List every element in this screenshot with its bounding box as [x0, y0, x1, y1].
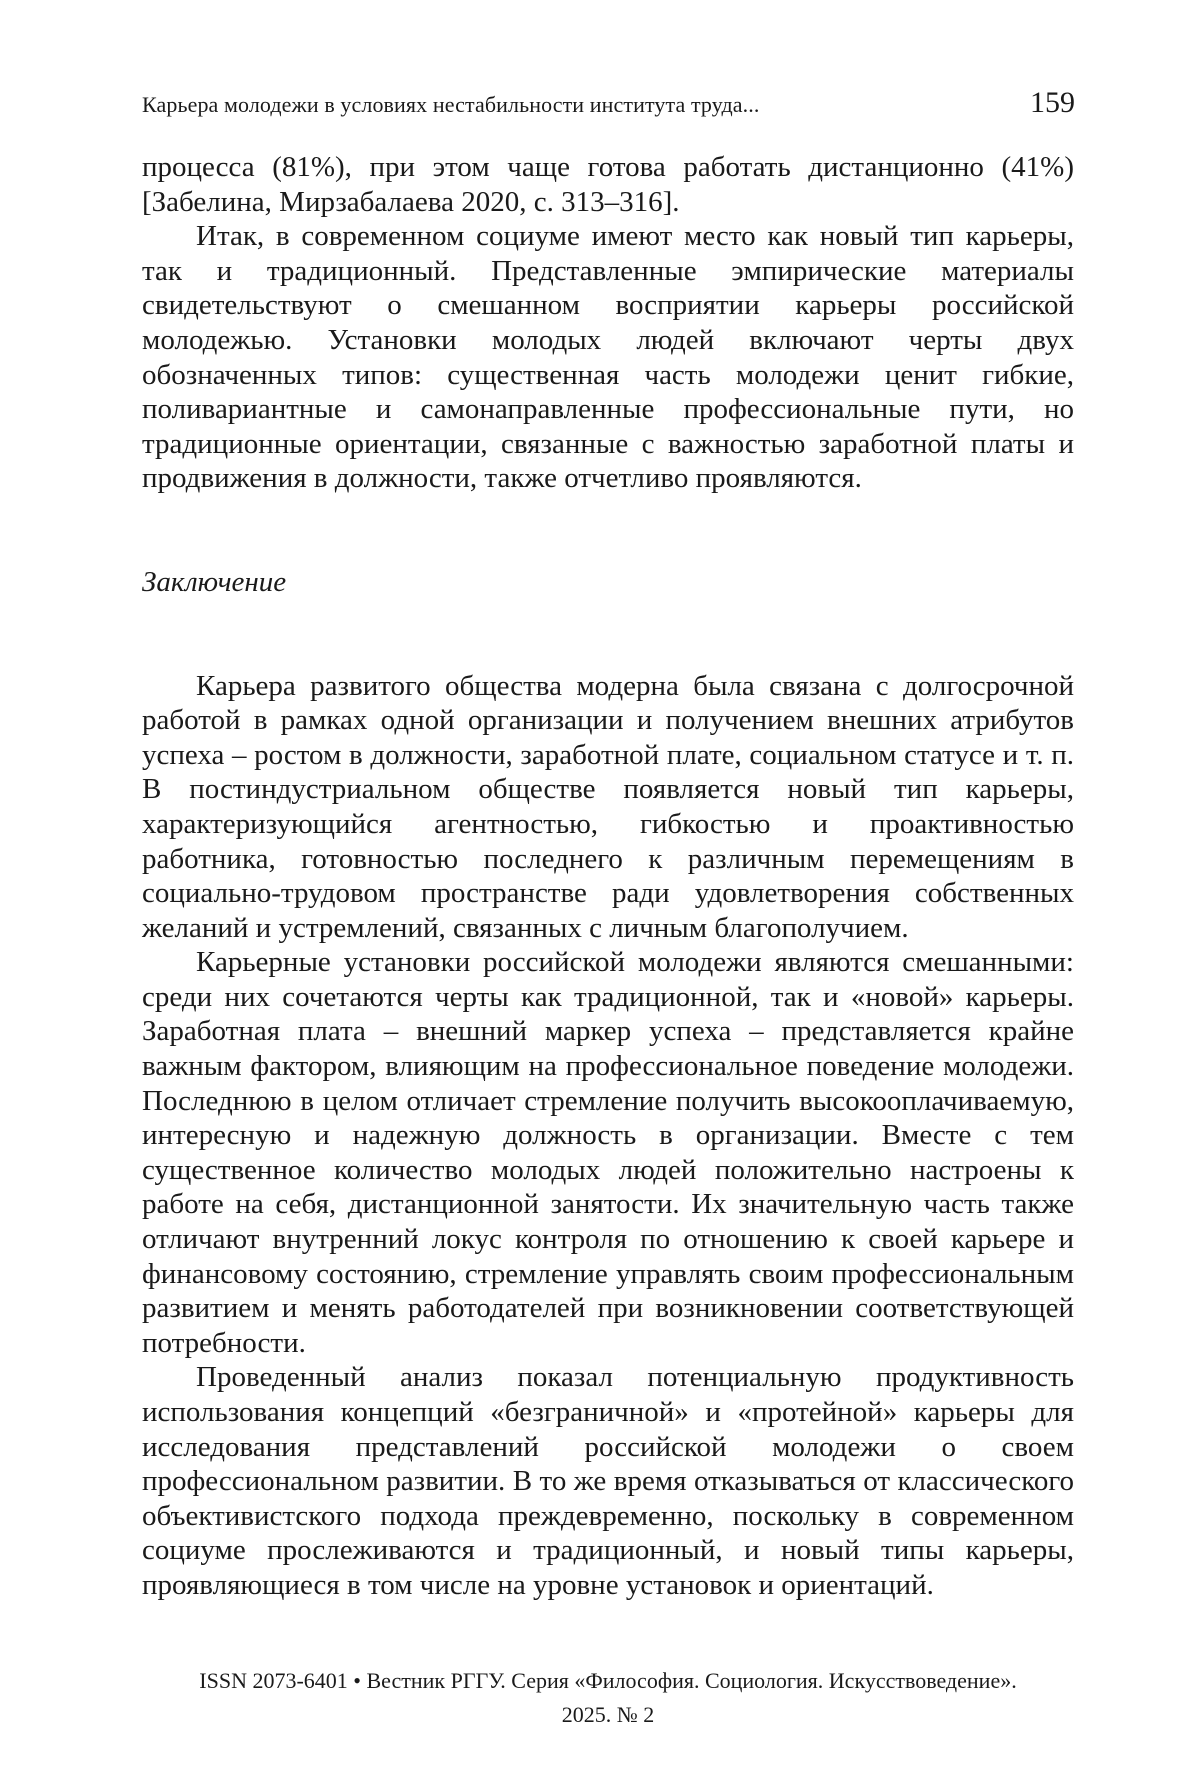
paragraph-conclusion-2: Карьерные установки российской молодежи являются смешанными: среди них сочетаются черты как традиционной, так и «новой» карьеры. Заработная плата – внешний маркер успеха – представляется крайне важным фактором, влияющим на профессиональное поведение молодежи. Последнюю в целом отличает стремление получить высокооплачиваемую, интересную и надежную должность в организации. Вместе с тем существенное количество молодых людей положительно настроены к работе на себя, дистанционной занятости. Их значительную часть также отличают внутренний локус контроля по отношению к своей карьере и финансовому состоянию, стремление управлять своим профессиональным развитием и менять работодателей при возникновении соответствующей потребности. — [142, 945, 1074, 1360]
paragraph-summary: Итак, в современном социуме имеют место как новый тип карьеры, так и традиционный. Представленные эмпирические материалы свидетельствуют о смешанном восприятии карьеры российской молодежью. Установки молодых людей включают черты двух обозначенных типов: существенная часть молодежи ценит гибкие, поливариантные и самонаправленные профессиональные пути, но традиционные ориентации, связанные с важностью заработной платы и продвижения в должности, также отчетливо проявляются. — [142, 219, 1074, 496]
article-body — [142, 150, 1074, 1603]
footer-journal-line: ISSN 2073-6401 • Вестник РГГУ. Серия «Философия. Социология. Искусствоведение». — [142, 1664, 1074, 1698]
paragraph-conclusion-1: Карьера развитого общества модерна была связана с долгосрочной работой в рамках одной организации и получением внешних атрибутов успеха – ростом в должности, заработной плате, социальном статусе и т. п. В постиндустриальном обществе появляется новый тип карьеры, характеризующийся агентностью, гибкостью и проактивностью работника, готовностью последнего к различным перемещениям в социально-трудовом пространстве ради удовлетворения собственных желаний и устремлений, связанных с личным благополучием. — [142, 669, 1074, 946]
journal-page — [0, 0, 1200, 1780]
footer-issue-line: 2025. № 2 — [142, 1698, 1074, 1732]
page-number: 159 — [1030, 86, 1075, 120]
paragraph-conclusion-3: Проведенный анализ показал потенциальную продуктивность использования концепций «безграничной» и «протейной» карьеры для исследования представлений российской молодежи о своем профессиональном развитии. В то же время отказываться от классического объективистского подхода преждевременно, поскольку в современном социуме прослеживаются и традиционный, и новый типы карьеры, проявляющиеся в том числе на уровне установок и ориентаций. — [142, 1360, 1074, 1602]
page-footer — [142, 1664, 1074, 1732]
running-title: Карьера молодежи в условиях нестабильности института труда... — [142, 92, 759, 118]
paragraph-continued: процесса (81%), при этом чаще готова работать дистанционно (41%) [Забелина, Мирзабалаева 2020, с. 313–316]. — [142, 150, 1074, 219]
running-head — [142, 86, 1075, 126]
section-heading-conclusion: Заключение — [142, 565, 1074, 600]
